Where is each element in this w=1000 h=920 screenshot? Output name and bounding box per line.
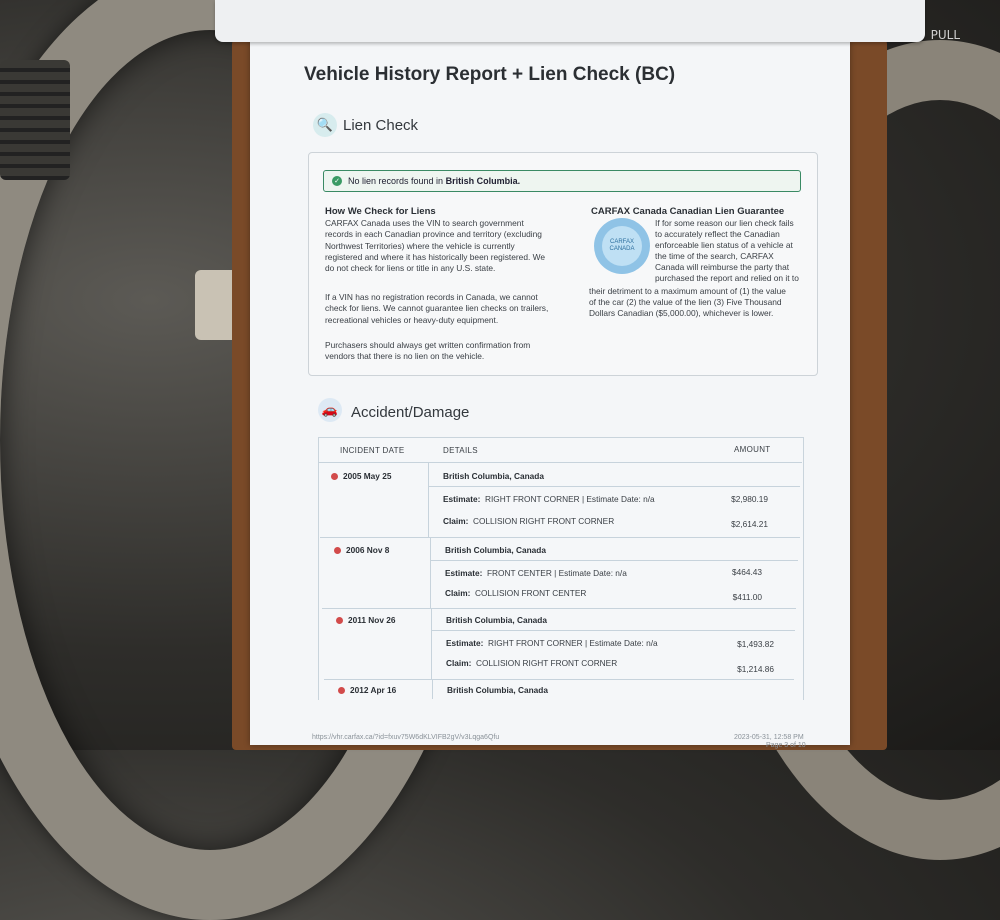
footer-timestamp: 2023-05-31, 12:58 PM: [734, 734, 804, 741]
incident-location: British Columbia, Canada: [445, 545, 546, 555]
estimate-amount: $2,980.19: [731, 494, 768, 504]
column-divider: [431, 608, 432, 679]
row-divider: [431, 630, 795, 631]
air-vent: [0, 60, 70, 180]
accident-damage-heading: Accident/Damage: [351, 404, 470, 421]
incident-location: British Columbia, Canada: [446, 615, 547, 625]
row-divider: [324, 679, 794, 680]
column-divider: [428, 462, 429, 537]
incident-date: 2005 May 25: [331, 471, 391, 481]
pull-label: PULL: [930, 28, 960, 42]
incident-location: British Columbia, Canada: [443, 471, 544, 481]
folded-page-edge: [215, 0, 925, 42]
how-paragraph-3: Purchasers should always get written confirmation from vendors that there is no lien on the vehicle.: [325, 340, 531, 362]
guarantee-line-1: If for some reason our lien check fails: [655, 218, 794, 228]
col-details: DETAILS: [443, 446, 478, 455]
guarantee-title: CARFAX Canada Canadian Lien Guarantee: [591, 206, 785, 217]
claim-amount: $411.00: [732, 592, 762, 602]
column-divider: [432, 679, 433, 699]
report-title: Vehicle History Report + Lien Check (BC): [304, 64, 676, 85]
col-incident-date: INCIDENT DATE: [340, 446, 405, 455]
estimate-line: Estimate: RIGHT FRONT CORNER | Estimate Date: n/a: [443, 494, 655, 504]
claim-amount: $1,214.86: [737, 664, 774, 674]
incident-date: 2012 Apr 16: [338, 685, 396, 695]
header-divider: [318, 462, 802, 463]
lien-check-heading: Lien Check: [343, 117, 419, 134]
col-amount: AMOUNT: [734, 445, 771, 454]
guarantee-line-6: purchased the report and relied on it to: [655, 273, 799, 283]
guarantee-line-8: of the car (2) the value of the lien (3) Five Thousand: [589, 297, 782, 307]
guarantee-line-3: enforceable lien status of a vehicle at: [655, 240, 793, 250]
footer-url: https://vhr.carfax.ca/?id=fxuv75W6dKLVIFB2gV/v3Lqga6Qfu: [312, 734, 500, 741]
row-divider: [320, 537, 800, 538]
claim-amount: $2,614.21: [731, 519, 768, 529]
guarantee-line-5: Canada will reimburse the party that: [655, 262, 790, 272]
alert-dot-icon: [334, 547, 341, 554]
column-divider: [430, 537, 431, 609]
claim-line: Claim: COLLISION FRONT CENTER: [445, 588, 587, 598]
row-divider: [430, 560, 798, 561]
estimate-amount: $1,493.82: [737, 639, 774, 649]
alert-dot-icon: [338, 687, 345, 694]
lien-status-banner: [323, 170, 801, 192]
guarantee-line-2: to accurately reflect the Canadian: [655, 229, 780, 239]
car-crash-icon: 🚗: [318, 398, 342, 422]
how-we-check-title: How We Check for Liens: [325, 206, 436, 217]
estimate-line: Estimate: RIGHT FRONT CORNER | Estimate Date: n/a: [446, 638, 658, 648]
guarantee-seal-icon: [594, 218, 650, 274]
claim-line: Claim: COLLISION RIGHT FRONT CORNER: [446, 658, 618, 668]
claim-line: Claim: COLLISION RIGHT FRONT CORNER: [443, 516, 615, 526]
alert-dot-icon: [331, 473, 338, 480]
incident-date: 2011 Nov 26: [336, 615, 396, 625]
row-divider: [428, 486, 800, 487]
guarantee-line-4: the time of the search, CARFAX: [655, 251, 774, 261]
estimate-line: Estimate: FRONT CENTER | Estimate Date: n/a: [445, 568, 627, 578]
how-paragraph-1: CARFAX Canada uses the VIN to search government records in each Canadian province and territory (excluding Northwest Territories) where the vehicle is currently registered and where it has historically been registered. We do not check for liens or title in any U.S. state.: [325, 218, 546, 274]
guarantee-line-9: Dollars Canadian ($5,000.00), whichever is lower.: [589, 308, 774, 318]
guarantee-line-7: their detriment to a maximum amount of (1) the value: [589, 286, 786, 296]
guarantee-seal-text: CARFAX CANADA: [602, 226, 642, 266]
alert-dot-icon: [336, 617, 343, 624]
footer-page-number: Page 3 of 10: [766, 742, 806, 749]
how-paragraph-2: If a VIN has no registration records in Canada, we cannot check for liens. We cannot guarantee lien checks on trailers, recreational vehicles or heavy-duty equipment.: [325, 292, 549, 325]
magnifier-icon: 🔍: [313, 113, 337, 137]
row-divider: [322, 608, 796, 609]
incident-date: 2006 Nov 8: [334, 545, 389, 555]
lien-status-location: British Columbia.: [445, 176, 521, 186]
estimate-amount: $464.43: [732, 567, 762, 577]
incident-location: British Columbia, Canada: [447, 685, 548, 695]
lien-status-text: No lien records found in: [348, 176, 444, 186]
check-circle-icon: ✓: [332, 176, 342, 186]
